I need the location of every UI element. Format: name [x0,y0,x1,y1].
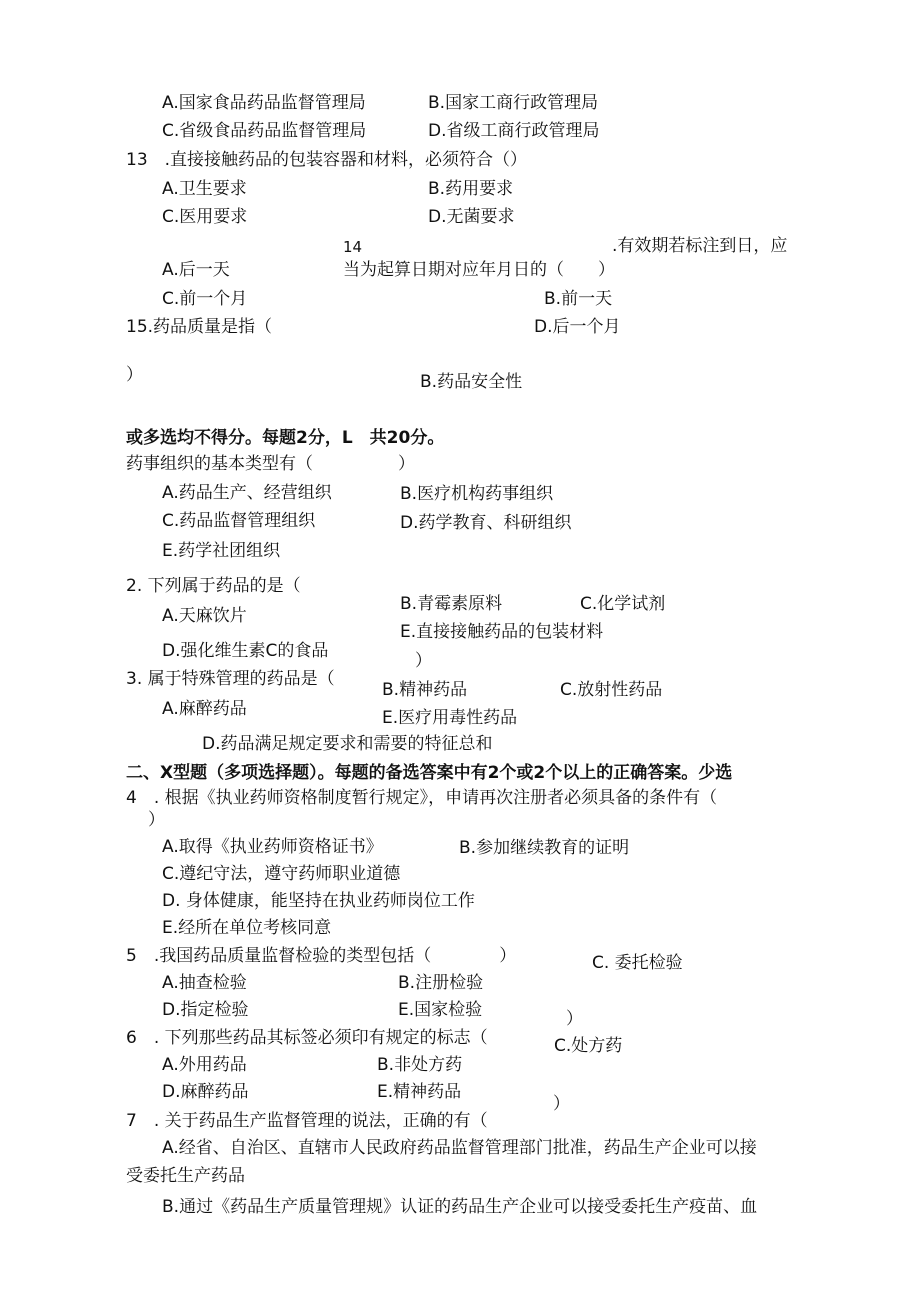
q2-stem-close: ） [415,651,432,671]
section-x-heading: 二、X型题（多项选择题）。每题的备选答案中有2个或2个以上的正确答案。少选 [126,763,733,783]
q4-stem: 4 . 根据《执业药师资格制度暂行规定》，申请再次注册者必须具备的条件有（ [126,788,718,808]
q12-option-b: B.国家工商行政管理局 [428,93,599,113]
q1-option-e: E.药学社团组织 [162,541,281,561]
q6-option-a: A.外用药品 [162,1055,247,1075]
q4-option-d: D. 身体健康，能坚持在执业药师岗位工作 [162,891,475,911]
q15-stem: 15.药品质量是指（ [126,317,273,337]
q13-option-b: B.药用要求 [428,179,514,199]
q14-option-a: A.后一天 [162,260,230,280]
q13-option-d: D.无菌要求 [428,207,515,227]
q5-option-c: C. 委托检验 [592,953,683,973]
q3-stem: 3. 属于特殊管理的药品是（ [126,669,335,689]
q12-option-a: A.国家食品药品监督管理局 [162,93,366,113]
q5-option-a: A.抽查检验 [162,973,247,993]
q1-option-b: B.医疗机构药事组织 [400,484,554,504]
q3-option-b: B.精神药品 [382,680,468,700]
q2-option-b: B.青霉素原料 [400,594,503,614]
q13-option-a: A.卫生要求 [162,179,247,199]
q15-option-b: B.药品安全性 [420,372,523,392]
q3-option-e: E.医疗用毒性药品 [382,708,518,728]
q13-option-c: C.医用要求 [162,207,248,227]
q5-stem: 5 .我国药品质量监督检验的类型包括（ ） [126,946,517,966]
q6-stem: 6 . 下列那些药品其标签必须印有规定的标志（ [126,1028,488,1048]
q2-option-d: D.强化维生素C的食品 [162,641,329,661]
q2-option-e: E.直接接触药品的包装材料 [400,622,604,642]
q6-option-c: C.处方药 [554,1036,623,1056]
q4-option-c: C.遵纪守法，遵守药师职业道德 [162,864,401,884]
q14-stem-part2: 当为起算日期对应年月日的（ ） [343,260,615,280]
q7-stem: 7 . 关于药品生产监督管理的说法，正确的有（ [126,1111,488,1131]
q2-option-a: A.天麻饮片 [162,606,247,626]
q7-stem-close: ） [553,1094,570,1114]
q7-option-b-line1: B.通过《药品生产质量管理规》认证的药品生产企业可以接受委托生产疫苗、血 [162,1197,758,1217]
q5-option-b: B.注册检验 [398,973,484,993]
q7-option-a-line1: A.经省、自治区、直辖市人民政府药品监督管理部门批准，药品生产企业可以接 [162,1138,757,1158]
q1-option-d: D.药学教育、科研组织 [400,513,572,533]
q5-option-e: E.国家检验 [398,1000,483,1020]
q3-option-a: A.麻醉药品 [162,699,247,719]
q14-stem-part1: .有效期若标注到日，应 [612,236,788,256]
q1-stem: 药事组织的基本类型有（ ） [126,454,415,474]
q5-option-d: D.指定检验 [162,1000,249,1020]
q4-stem-close: ） [148,810,165,830]
section-instruction-tail: 或多选均不得分。每题2分，L 共20分。 [126,428,445,448]
q13-stem: 13 .直接接触药品的包装容器和材料，必须符合（） [126,150,528,170]
q1-option-a: A.药品生产、经营组织 [162,483,332,503]
q3-option-c: C.放射性药品 [560,680,663,700]
q12-option-c: C.省级食品药品监督管理局 [162,121,367,141]
q15-option-d: D.药品满足规定要求和需要的特征总和 [202,734,493,754]
q1-option-c: C.药品监督管理组织 [162,511,316,531]
q6-option-b: B.非处方药 [377,1055,463,1075]
q6-option-d: D.麻醉药品 [162,1082,249,1102]
q4-option-e: E.经所在单位考核同意 [162,918,332,938]
q14-option-d: D.后一个月 [534,317,621,337]
q6-option-e: E.精神药品 [377,1082,462,1102]
q4-option-a: A.取得《执业药师资格证书》 [162,837,383,857]
q2-stem: 2. 下列属于药品的是（ [126,576,301,596]
q7-option-a-line2: 受委托生产药品 [126,1166,245,1186]
q14-number: 14 [343,238,363,256]
q14-option-c: C.前一个月 [162,289,248,309]
q15-stem-close: ） [126,365,143,385]
q14-option-b: B.前一天 [544,289,613,309]
q6-stem-close: ） [566,1009,583,1029]
q2-option-c: C.化学试剂 [580,594,666,614]
q4-option-b: B.参加继续教育的证明 [459,838,630,858]
q12-option-d: D.省级工商行政管理局 [428,121,600,141]
